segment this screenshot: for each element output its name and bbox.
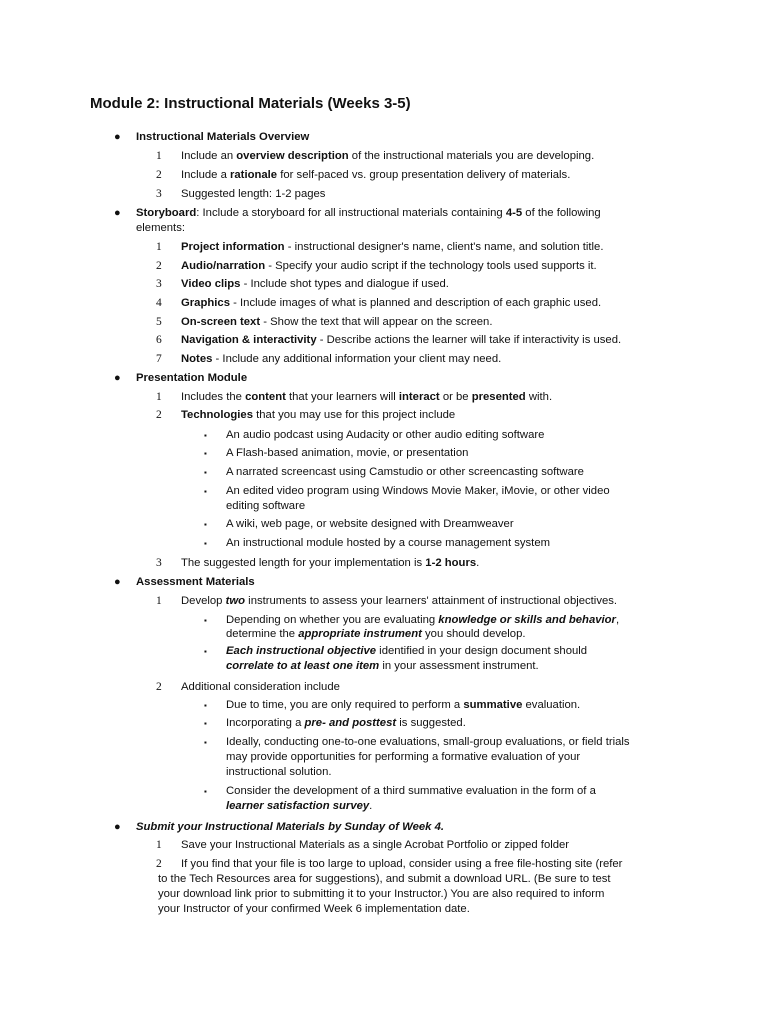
item-number: 1	[156, 241, 162, 253]
sub-list-item: A wiki, web page, or website designed with Dreamweaver	[226, 518, 514, 530]
list-item-cont: your Instructor of your confirmed Week 6 implementation date.	[158, 903, 470, 915]
square-bullet-icon: ▪	[204, 738, 207, 747]
bullet-icon: ●	[114, 207, 121, 219]
item-number: 1	[156, 839, 162, 851]
sub-list-item: An edited video program using Windows Movie Maker, iMovie, or other video	[226, 485, 610, 497]
list-item: Graphics - Include images of what is planned and description of each graphic used.	[181, 297, 602, 309]
item-number: 3	[156, 557, 162, 569]
list-item: Notes - Include any additional information your client may need.	[181, 353, 502, 365]
sub-list-item-cont: determine the appropriate instrument you should develop.	[226, 628, 526, 640]
square-bullet-icon: ▪	[204, 520, 207, 529]
list-item: Technologies that you may use for this project include	[181, 409, 456, 421]
item-number: 1	[156, 391, 162, 403]
square-bullet-icon: ▪	[204, 468, 207, 477]
item-number: 4	[156, 297, 162, 309]
bullet-icon: ●	[114, 821, 121, 833]
section-heading-storyboard: Storyboard: Include a storyboard for all instructional materials containing 4-5 of the following	[136, 207, 601, 219]
list-item: Save your Instructional Materials as a single Acrobat Portfolio or zipped folder	[181, 839, 570, 851]
sub-list-item: An instructional module hosted by a course management system	[226, 537, 551, 549]
section-heading-assessment: Assessment Materials	[136, 576, 255, 588]
bullet-icon: ●	[114, 576, 121, 588]
square-bullet-icon: ▪	[204, 701, 207, 710]
item-number: 1	[156, 150, 162, 162]
list-item: Suggested length: 1-2 pages	[181, 188, 326, 200]
list-item: Include an overview description of the instructional materials you are developing.	[181, 150, 595, 162]
item-number: 1	[156, 595, 162, 607]
sub-list-item-cont: may provide opportunities for performing a formative evaluation of your	[226, 751, 581, 763]
list-item-cont: to the Tech Resources area for suggestions), and submit a download URL. (Be sure to test	[158, 873, 611, 885]
list-item: Project information - instructional designer's name, client's name, and solution title.	[181, 241, 604, 253]
section-heading-submit: Submit your Instructional Materials by Sunday of Week 4.	[136, 821, 445, 833]
list-item: Audio/narration - Specify your audio script if the technology tools used supports it.	[181, 260, 597, 272]
square-bullet-icon: ▪	[204, 787, 207, 796]
sub-list-item: Depending on whether you are evaluating knowledge or skills and behavior,	[226, 614, 620, 626]
sub-list-item: Due to time, you are only required to perform a summative evaluation.	[226, 699, 581, 711]
bullet-icon: ●	[114, 372, 121, 384]
section-heading-presentation: Presentation Module	[136, 372, 248, 384]
list-item: Navigation & interactivity - Describe actions the learner will take if interactivity is used.	[181, 334, 622, 346]
list-item: Develop two instruments to assess your learners' attainment of instructional objectives.	[181, 595, 618, 607]
sub-list-item: Incorporating a pre- and posttest is suggested.	[226, 717, 466, 729]
page-title: Module 2: Instructional Materials (Weeks 3-5)	[90, 95, 411, 112]
item-number: 3	[156, 188, 162, 200]
sub-list-item: A Flash-based animation, movie, or presentation	[226, 447, 469, 459]
sub-list-item: A narrated screencast using Camstudio or other screencasting software	[226, 466, 584, 478]
list-item-cont: your download link prior to submitting it to your Instructor.) You are also required to inform	[158, 888, 605, 900]
list-item: Additional consideration include	[181, 681, 340, 693]
storyboard-intro-cont: elements:	[136, 222, 185, 234]
item-number: 2	[156, 169, 162, 181]
list-item: Includes the content that your learners will interact or be presented with.	[181, 391, 553, 403]
item-number: 7	[156, 353, 162, 365]
item-number: 2	[156, 409, 162, 421]
square-bullet-icon: ▪	[204, 647, 207, 656]
item-number: 6	[156, 334, 162, 346]
sub-list-item: An audio podcast using Audacity or other audio editing software	[226, 429, 545, 441]
sub-list-item-cont: learner satisfaction survey.	[226, 800, 373, 812]
sub-list-item: Each instructional objective identified in your design document should	[226, 645, 588, 657]
item-number: 3	[156, 278, 162, 290]
item-number: 2	[156, 858, 162, 870]
sub-list-item: Ideally, conducting one-to-one evaluations, small-group evaluations, or field trials	[226, 736, 630, 748]
list-item: Include a rationale for self-paced vs. group presentation delivery of materials.	[181, 169, 571, 181]
square-bullet-icon: ▪	[204, 449, 207, 458]
list-item: Video clips - Include shot types and dialogue if used.	[181, 278, 449, 290]
sub-list-item-cont: instructional solution.	[226, 766, 332, 778]
item-number: 5	[156, 316, 162, 328]
item-number: 2	[156, 681, 162, 693]
sub-list-item: Consider the development of a third summative evaluation in the form of a	[226, 785, 596, 797]
list-item: The suggested length for your implementation is 1-2 hours.	[181, 557, 480, 569]
section-heading-overview: Instructional Materials Overview	[136, 131, 310, 143]
sub-list-item-cont: editing software	[226, 500, 306, 512]
square-bullet-icon: ▪	[204, 719, 207, 728]
list-item: On-screen text - Show the text that will appear on the screen.	[181, 316, 493, 328]
item-number: 2	[156, 260, 162, 272]
list-item: If you find that your file is too large to upload, consider using a free file-hosting site (refer	[181, 858, 623, 870]
square-bullet-icon: ▪	[204, 487, 207, 496]
sub-list-item-cont: correlate to at least one item in your assessment instrument.	[226, 660, 539, 672]
square-bullet-icon: ▪	[204, 616, 207, 625]
square-bullet-icon: ▪	[204, 431, 207, 440]
bullet-icon: ●	[114, 131, 121, 143]
square-bullet-icon: ▪	[204, 539, 207, 548]
